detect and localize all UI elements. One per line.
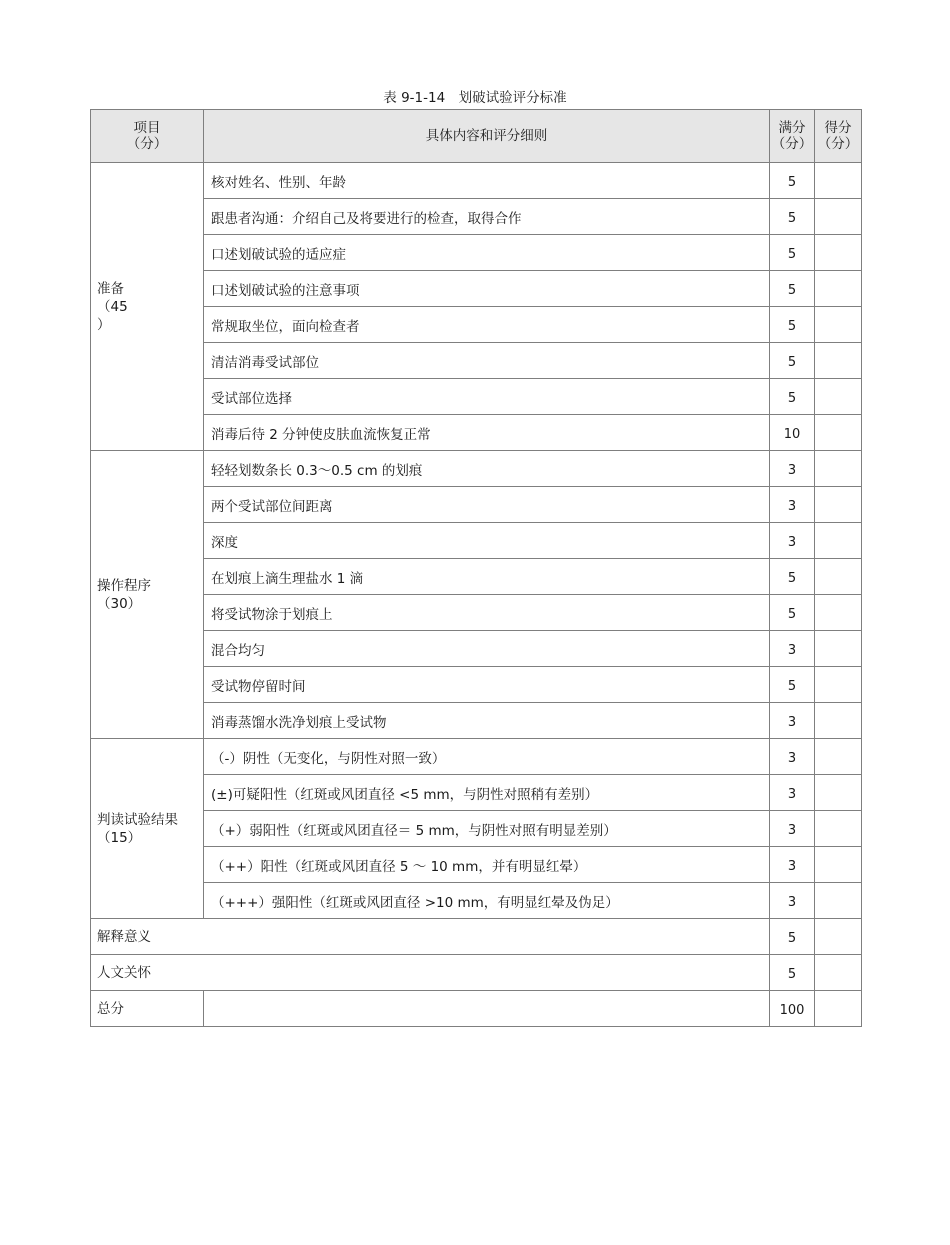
max-score: 3 [770,811,815,847]
max-score: 5 [770,199,815,235]
max-score: 10 [770,415,815,451]
score-cell[interactable] [815,955,862,991]
score-cell[interactable] [815,415,862,451]
table-row [91,271,862,307]
table-row [91,379,862,415]
score-cell[interactable] [815,487,862,523]
table-row [91,919,862,955]
criterion-text: 混合均匀 [204,631,770,667]
section-name: 判读试验结果 [97,811,178,828]
criterion-text: （-）阴性（无变化，与阴性对照一致） [204,739,770,775]
max-score: 3 [770,487,815,523]
max-score: 5 [770,271,815,307]
section-points: （45 [97,298,128,315]
score-cell[interactable] [815,559,862,595]
score-cell[interactable] [815,343,862,379]
max-score: 5 [770,343,815,379]
max-score: 5 [770,307,815,343]
criterion-text: 消毒后待 2 分钟使皮肤血流恢复正常 [204,415,770,451]
section-points: （15） [97,829,142,846]
max-score: 3 [770,703,815,739]
table-row [91,451,862,487]
header-item-unit: （分） [126,136,168,152]
max-score: 5 [770,163,815,199]
section-category [91,739,204,919]
max-score: 5 [770,379,815,415]
table-row [91,523,862,559]
table-row [91,955,862,991]
header-item [91,110,204,163]
criterion-text: 核对姓名、性别、年龄 [204,163,770,199]
table-row [91,739,862,775]
section-category [91,163,204,451]
total-score-cell[interactable] [815,991,862,1027]
item-label: 解释意义 [91,919,770,955]
header-max-label: 满分 [778,120,806,136]
criterion-text: 受试部位选择 [204,379,770,415]
score-cell[interactable] [815,163,862,199]
score-cell[interactable] [815,811,862,847]
max-score: 3 [770,631,815,667]
total-content [204,991,770,1027]
score-cell[interactable] [815,847,862,883]
section-name: 操作程序 [97,577,151,594]
score-cell[interactable] [815,703,862,739]
criterion-text: 口述划破试验的适应症 [204,235,770,271]
criterion-text: (±)可疑阳性（红斑或风团直径 <5 mm，与阴性对照稍有差别） [204,775,770,811]
criterion-text: （++）阳性（红斑或风团直径 5 ～ 10 mm，并有明显红晕） [204,847,770,883]
item-label: 人文关怀 [91,955,770,991]
table-row [91,703,862,739]
max-score: 3 [770,883,815,919]
total-max-score: 100 [770,991,815,1027]
table-row [91,343,862,379]
table-row [91,595,862,631]
score-cell[interactable] [815,199,862,235]
criterion-text: （+）弱阳性（红斑或风团直径＝ 5 mm，与阴性对照有明显差别） [204,811,770,847]
table-row [91,883,862,919]
score-cell[interactable] [815,307,862,343]
total-row [91,991,862,1027]
max-score: 5 [770,955,815,991]
criterion-text: 轻轻划数条长 0.3～0.5 cm 的划痕 [204,451,770,487]
table-row [91,775,862,811]
criterion-text: 在划痕上滴生理盐水 1 滴 [204,559,770,595]
table-row [91,487,862,523]
header-max [770,110,815,163]
max-score: 3 [770,847,815,883]
table-row [91,199,862,235]
table-row [91,631,862,667]
section-category [91,451,204,739]
section-points-close: ） [97,316,111,333]
header-max-unit: （分） [771,136,813,152]
header-item-label: 项目 [133,120,161,136]
max-score: 3 [770,451,815,487]
table-row [91,235,862,271]
score-cell[interactable] [815,271,862,307]
score-cell[interactable] [815,595,862,631]
table-row [91,559,862,595]
table-row [91,811,862,847]
table-row [91,415,862,451]
max-score: 5 [770,919,815,955]
header-score-unit: （分） [817,136,859,152]
total-label: 总分 [91,991,204,1027]
criterion-text: 深度 [204,523,770,559]
score-cell[interactable] [815,523,862,559]
max-score: 5 [770,235,815,271]
max-score: 5 [770,595,815,631]
header-content: 具体内容和评分细则 [204,110,770,163]
table-caption: 表 9-1-14 划破试验评分标准 [383,90,567,106]
max-score: 5 [770,667,815,703]
header-row [91,110,862,163]
score-cell[interactable] [815,919,862,955]
table-row [91,163,862,199]
score-cell[interactable] [815,739,862,775]
table-row [91,847,862,883]
table-body [91,163,862,1027]
section-name: 准备 [97,280,124,297]
max-score: 3 [770,523,815,559]
scoring-table [90,109,862,1027]
criterion-text: 常规取坐位，面向检查者 [204,307,770,343]
criterion-text: 跟患者沟通：介绍自己及将要进行的检查，取得合作 [204,199,770,235]
criterion-text: 清洁消毒受试部位 [204,343,770,379]
criterion-text: 将受试物涂于划痕上 [204,595,770,631]
score-cell[interactable] [815,451,862,487]
criterion-text: 两个受试部位间距离 [204,487,770,523]
table-row [91,307,862,343]
score-cell[interactable] [815,775,862,811]
score-cell[interactable] [815,631,862,667]
header-score-label: 得分 [824,120,852,136]
score-cell[interactable] [815,883,862,919]
max-score: 3 [770,775,815,811]
criterion-text: 口述划破试验的注意事项 [204,271,770,307]
header-score [815,110,862,163]
score-cell[interactable] [815,379,862,415]
criterion-text: 受试物停留时间 [204,667,770,703]
table-row [91,667,862,703]
max-score: 5 [770,559,815,595]
score-cell[interactable] [815,667,862,703]
section-points: （30） [97,595,142,612]
max-score: 3 [770,739,815,775]
score-cell[interactable] [815,235,862,271]
criterion-text: （+++）强阳性（红斑或风团直径 >10 mm，有明显红晕及伪足） [204,883,770,919]
criterion-text: 消毒蒸馏水洗净划痕上受试物 [204,703,770,739]
